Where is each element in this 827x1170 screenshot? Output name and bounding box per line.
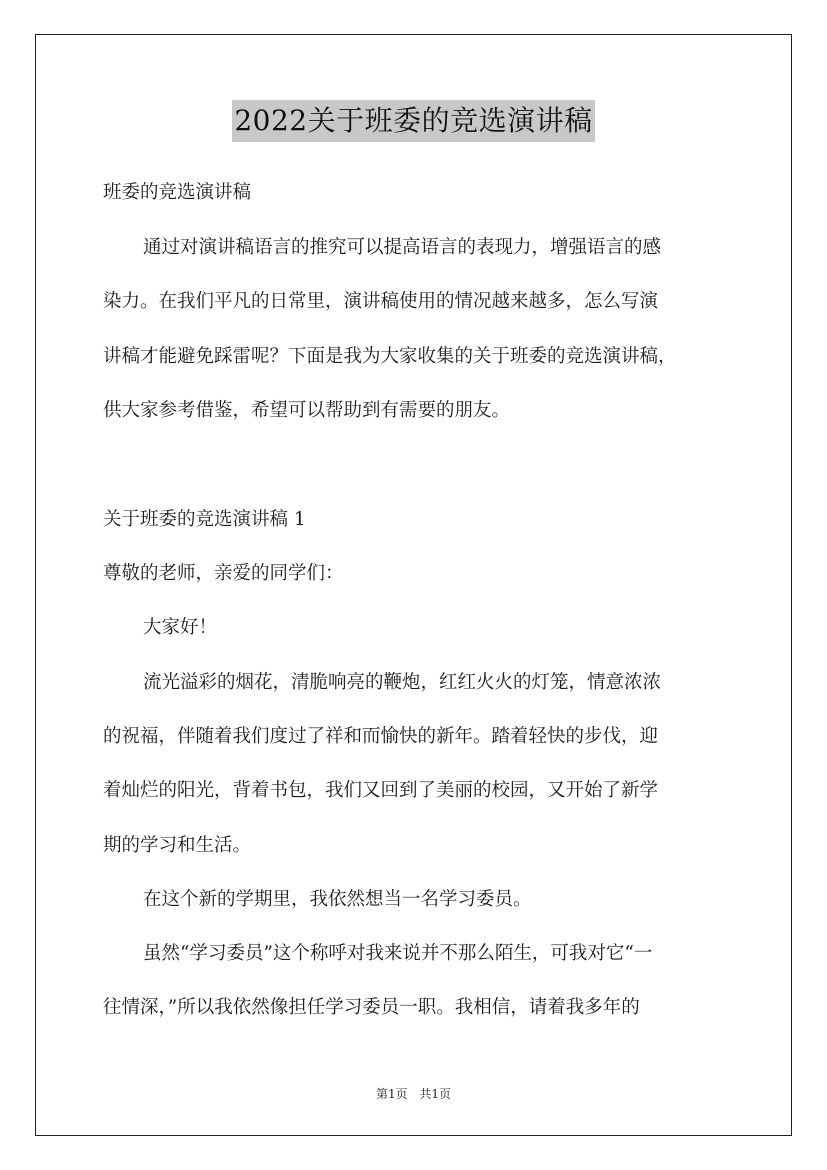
salutation: 尊敬的老师，亲爱的同学们： xyxy=(103,563,344,584)
page-number: 第1页 xyxy=(375,1087,408,1101)
para1-line-4: 期的学习和生活。 xyxy=(103,835,252,856)
para3-line-2: 往情深，”所以我依然像担任学习委员一职。我相信，请着我多年的 xyxy=(103,997,640,1018)
para3-line-1: 虽然“学习委员”这个称呼对我来说并不那么陌生，可我对它“一 xyxy=(143,943,653,964)
intro-line-3: 讲稿才能避免踩雷呢？下面是我为大家收集的关于班委的竞选演讲稿， xyxy=(103,346,677,367)
page-total: 共1页 xyxy=(419,1087,452,1101)
greeting: 大家好！ xyxy=(143,617,218,638)
para1-line-3: 着灿烂的阳光，背着书包，我们又回到了美丽的校园，又开始了新学 xyxy=(103,780,659,801)
page-footer xyxy=(0,1085,827,1102)
intro-line-4: 供大家参考借鉴，希望可以帮助到有需要的朋友。 xyxy=(103,400,511,421)
para2-line-1: 在这个新的学期里，我依然想当一名学习委员。 xyxy=(143,889,532,910)
intro-line-1: 通过对演讲稿语言的推究可以提高语言的表现力，增强语言的感 xyxy=(143,237,662,258)
document-title: 2022关于班委的竞选演讲稿 xyxy=(232,100,594,142)
title-container xyxy=(0,100,827,142)
para1-line-2: 的祝福，伴随着我们度过了祥和而愉快的新年。踏着轻快的步伐，迎 xyxy=(103,726,659,747)
section-heading: 关于班委的竞选演讲稿 1 xyxy=(103,509,306,530)
para1-line-1: 流光溢彩的烟花，清脆响亮的鞭炮，红红火火的灯笼，情意浓浓 xyxy=(143,672,662,693)
subtitle: 班委的竞选演讲稿 xyxy=(103,182,252,203)
intro-line-2: 染力。在我们平凡的日常里，演讲稿使用的情况越来越多，怎么写演 xyxy=(103,291,659,312)
